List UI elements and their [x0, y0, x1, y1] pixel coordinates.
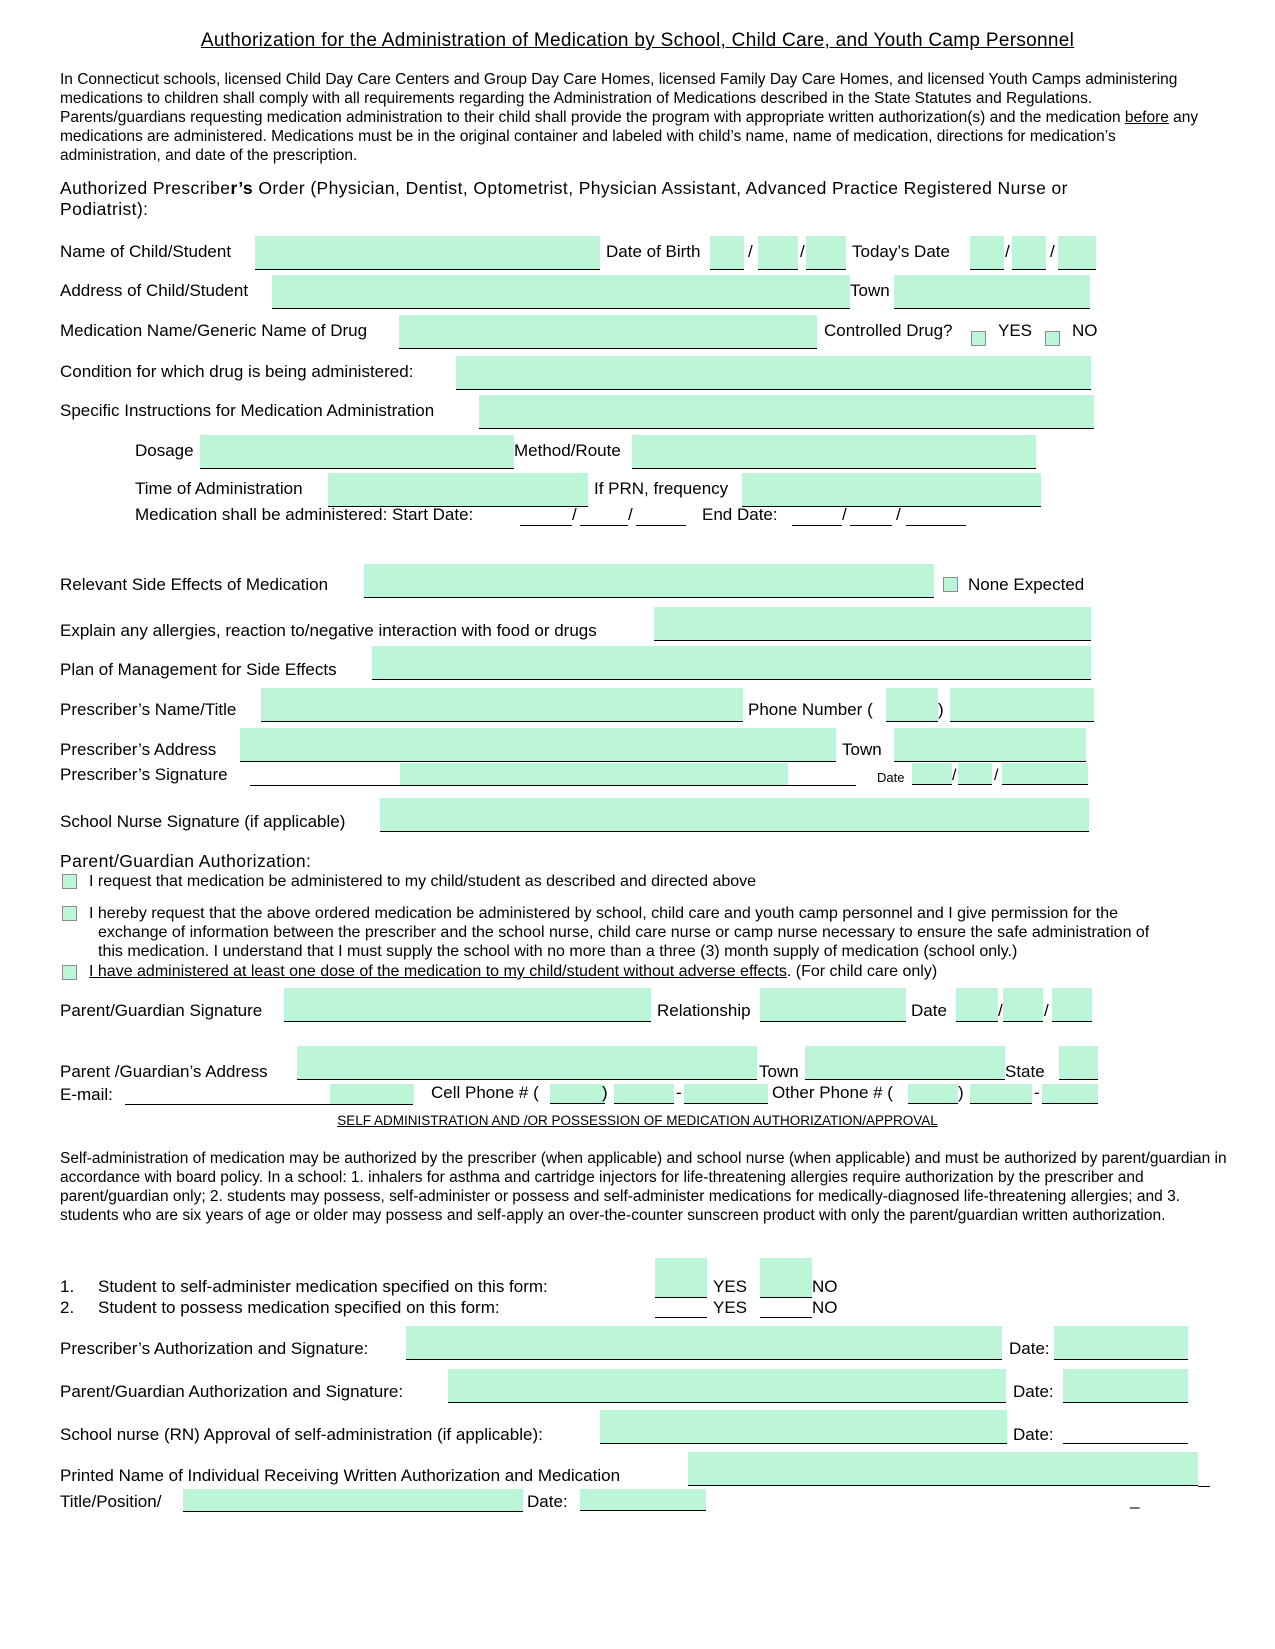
nurse-approval-field[interactable]	[600, 1410, 1007, 1444]
parent-item2-checkbox[interactable]	[62, 906, 77, 921]
title-position-field[interactable]	[183, 1489, 523, 1511]
prescriber-date-day-field[interactable]	[958, 763, 992, 785]
method-route-field[interactable]	[632, 435, 1036, 469]
relationship-field[interactable]	[760, 988, 906, 1022]
controlled-no-checkbox[interactable]	[1045, 331, 1060, 346]
end-year-line[interactable]	[906, 525, 966, 526]
other-phone-label: Other Phone # (	[772, 1083, 893, 1102]
parent-authorization-heading: Parent/Guardian Authorization:	[60, 851, 312, 871]
printed-name-label: Printed Name of Individual Receiving Written Authorization and Medication	[60, 1466, 621, 1485]
dosage-field[interactable]	[200, 435, 514, 469]
instructions-field[interactable]	[479, 395, 1094, 429]
dob-slash: /	[800, 242, 805, 261]
nurse-approval-label: School nurse (RN) Approval of self-administration (if applicable):	[60, 1425, 543, 1444]
start-slash: /	[572, 505, 577, 524]
other-line-field[interactable]	[1042, 1084, 1098, 1104]
controlled-yes-checkbox[interactable]	[971, 331, 986, 346]
town-field[interactable]	[894, 275, 1090, 309]
medication-name-field[interactable]	[399, 315, 817, 349]
printed-name-field[interactable]	[688, 1452, 1198, 1486]
parent-auth-label: Parent/Guardian Authorization and Signature:	[60, 1382, 404, 1401]
controlled-no-label: NO	[1072, 321, 1098, 340]
nurse-signature-field[interactable]	[380, 798, 1089, 832]
method-route-label: Method/Route	[514, 441, 621, 460]
today-label: Today’s Date	[852, 242, 950, 261]
title-date-field[interactable]	[580, 1489, 706, 1511]
prescriber-auth-date-field[interactable]	[1054, 1326, 1188, 1360]
parent-item3-text: I have administered at least one dose of the medication to my child/student without adverse effects. (For child care only)	[89, 963, 938, 980]
self-admin-q2-number: 2.	[60, 1298, 75, 1317]
cell-phone-label: Cell Phone # (	[431, 1083, 539, 1102]
intro-paragraph: In Connecticut schools, licensed Child Day Care Centers and Group Day Care Homes, licensed Family Day Care Homes, and licensed Youth Camps administering medications to children shall comply with all requirements regarding the Administration of Medications described in the State Statutes and Regulations. Parents/guardians requesting medication administration to their child shall provide the program with appropriate written authorization(s) and the medication before any medications are administered. Medications must be in the original container and labeled with child’s name, name of medication, directions for medication’s administration, and date of the prescription.	[60, 71, 1199, 164]
today-slash: /	[1005, 242, 1010, 261]
time-admin-field[interactable]	[328, 473, 588, 507]
parent-item3-checkbox[interactable]	[62, 965, 77, 980]
parent-item1-text: I request that medication be administered to my child/student as described and directed above	[89, 873, 757, 890]
none-expected-label: None Expected	[968, 575, 1085, 594]
self-admin-q2-no-line[interactable]	[760, 1317, 812, 1318]
parent-signature-label: Parent/Guardian Signature	[60, 1001, 263, 1020]
dob-label: Date of Birth	[606, 242, 701, 261]
prescriber-auth-field[interactable]	[406, 1326, 1002, 1360]
dob-month-field[interactable]	[710, 236, 744, 270]
phone-label: Phone Number (	[748, 700, 873, 719]
parent-item2-text: this medication. I understand that I must supply the school with no more than a three (3) month supply of medication (school only.)	[98, 943, 1018, 960]
today-day-field[interactable]	[1012, 236, 1046, 270]
end-slash: /	[842, 505, 847, 524]
parent-item1-checkbox[interactable]	[62, 874, 77, 889]
parent-date-month-field[interactable]	[956, 988, 998, 1022]
none-expected-checkbox[interactable]	[943, 577, 958, 592]
prn-frequency-field[interactable]	[742, 473, 1041, 507]
parent-item2-text: exchange of information between the prescriber and the school nurse, child care nurse or camp nurse necessary to ensure the safe administration of	[98, 924, 1150, 941]
self-admin-q1-yes-field[interactable]	[655, 1258, 707, 1298]
prescriber-signature-field[interactable]	[400, 763, 788, 785]
self-admin-paragraph: Self-administration of medication may be authorized by the prescriber (when applicable) and school nurse (when applicable) and must be authorized by parent/guardian in accordance with board policy. In a school: 1. inhalers for asthma and cartridge injectors for life-threatening allergies require authorization by the prescriber and parent/guardian only; 2. students may possess, self-administer or possess and self-administer medications for medically-diagnosed life-threatening allergies; and 3. students who are six years of age or older may possess and self-apply an over-the-counter sunscreen product with only the parent/guardian written authorization.	[60, 1150, 1227, 1224]
start-year-line[interactable]	[636, 525, 686, 526]
printed-name-line-end	[1198, 1486, 1210, 1487]
dob-year-field[interactable]	[806, 236, 846, 270]
prescriber-auth-date-label: Date:	[1009, 1339, 1050, 1358]
start-slash: /	[628, 505, 633, 524]
end-day-line[interactable]	[850, 525, 892, 526]
dosage-label: Dosage	[135, 441, 194, 460]
plan-field[interactable]	[372, 646, 1091, 680]
side-effects-label: Relevant Side Effects of Medication	[60, 575, 329, 594]
parent-state-label: State	[1005, 1062, 1045, 1081]
other-dash: -	[1034, 1083, 1040, 1102]
parent-state-field[interactable]	[1059, 1046, 1098, 1080]
prescriber-address-field[interactable]	[240, 728, 836, 762]
start-date-label: Medication shall be administered: Start Date:	[135, 505, 474, 524]
prescriber-name-label: Prescriber’s Name/Title	[60, 700, 237, 719]
relationship-label: Relationship	[657, 1001, 751, 1020]
email-line	[125, 1104, 413, 1105]
self-admin-q2-label: Student to possess medication specified on this form:	[98, 1298, 500, 1317]
parent-address-label: Parent /Guardian’s Address	[60, 1062, 268, 1081]
prescriber-auth-label: Prescriber’s Authorization and Signature:	[60, 1339, 369, 1358]
nurse-approval-date-line[interactable]	[1063, 1443, 1188, 1444]
parent-date-slash: /	[1044, 1001, 1049, 1020]
prescriber-address-label: Prescriber’s Address	[60, 740, 217, 759]
parent-item2-text: I hereby request that the above ordered medication be administered by school, child care and youth camp personnel and I give permission for the	[89, 905, 1119, 922]
side-effects-field[interactable]	[364, 564, 934, 598]
prn-frequency-label: If PRN, frequency	[594, 479, 729, 498]
cell-line-field[interactable]	[684, 1084, 768, 1104]
prescriber-date-label: Date	[877, 770, 905, 785]
parent-town-label: Town	[759, 1062, 799, 1081]
dob-slash: /	[748, 242, 753, 261]
self-admin-q2-yes-line[interactable]	[655, 1317, 707, 1318]
time-admin-label: Time of Administration	[135, 479, 303, 498]
phone-area-field[interactable]	[886, 688, 938, 722]
parent-auth-date-field[interactable]	[1063, 1369, 1188, 1403]
title-date-label: Date:	[527, 1492, 568, 1511]
parent-date-slash: /	[998, 1001, 1003, 1020]
address-field[interactable]	[272, 275, 850, 309]
prescriber-signature-label: Prescriber’s Signature	[60, 765, 228, 784]
prescriber-date-slash: /	[952, 767, 957, 784]
parent-auth-field[interactable]	[448, 1369, 1006, 1403]
self-admin-q2-no-label: NO	[812, 1298, 838, 1317]
title-position-line	[183, 1511, 523, 1512]
condition-field[interactable]	[456, 356, 1091, 390]
prescriber-signature-line	[250, 785, 856, 786]
condition-label: Condition for which drug is being administered:	[60, 362, 414, 381]
self-admin-q1-number: 1.	[60, 1277, 75, 1296]
phone-close-paren: )	[938, 700, 944, 719]
self-admin-q2-yes-label: YES	[713, 1298, 748, 1317]
other-area-field[interactable]	[908, 1084, 958, 1104]
end-month-line[interactable]	[792, 525, 842, 526]
prescriber-name-field[interactable]	[261, 688, 743, 722]
cell-close-paren: )	[602, 1083, 608, 1102]
prescriber-date-year-field[interactable]	[1002, 763, 1088, 785]
self-admin-q1-label: Student to self-administer medication specified on this form:	[98, 1277, 548, 1296]
allergies-label: Explain any allergies, reaction to/negative interaction with food or drugs	[60, 621, 597, 640]
today-year-field[interactable]	[1058, 236, 1096, 270]
prescriber-town-label: Town	[842, 740, 882, 759]
address-label: Address of Child/Student	[60, 281, 249, 300]
plan-label: Plan of Management for Side Effects	[60, 660, 337, 679]
controlled-drug-label: Controlled Drug?	[824, 321, 953, 340]
medication-name-label: Medication Name/Generic Name of Drug	[60, 321, 368, 340]
cell-prefix-field[interactable]	[614, 1084, 674, 1104]
controlled-yes-label: YES	[998, 321, 1033, 340]
parent-date-day-field[interactable]	[1003, 988, 1043, 1022]
self-admin-q1-yes-label: YES	[713, 1277, 748, 1296]
parent-address-field[interactable]	[297, 1046, 757, 1080]
parent-town-field[interactable]	[805, 1046, 1005, 1080]
form-title: Authorization for the Administration of Medication by School, Child Care, and Youth Camp Personnel	[200, 30, 1075, 51]
start-month-line[interactable]	[520, 525, 572, 526]
nurse-signature-label: School Nurse Signature (if applicable)	[60, 812, 346, 831]
end-slash: /	[896, 505, 901, 524]
prescriber-date-month-field[interactable]	[912, 763, 952, 785]
child-name-field[interactable]	[255, 236, 600, 270]
today-month-field[interactable]	[970, 236, 1004, 270]
phone-number-field[interactable]	[950, 688, 1094, 722]
self-admin-q1-no-field[interactable]	[760, 1258, 812, 1298]
title-position-label: Title/Position/	[60, 1492, 162, 1511]
parent-date-label: Date	[911, 1001, 947, 1020]
parent-date-year-field[interactable]	[1052, 988, 1092, 1022]
child-name-label: Name of Child/Student	[60, 242, 232, 261]
prescriber-date-slash: /	[994, 767, 999, 784]
cell-dash: -	[676, 1083, 682, 1102]
self-admin-heading: SELF ADMINISTRATION AND /OR POSSESSION OF MEDICATION AUTHORIZATION/APPROVAL	[337, 1113, 938, 1128]
parent-auth-date-label: Date:	[1013, 1382, 1054, 1401]
prescriber-order-heading: Authorized Prescriber’s Order (Physician, Dentist, Optometrist, Physician Assistant, Advanced Practice Registered Nurse or	[60, 178, 1068, 198]
parent-signature-field[interactable]	[284, 988, 651, 1022]
prescriber-town-field[interactable]	[894, 728, 1086, 762]
other-close-paren: )	[958, 1083, 964, 1102]
other-prefix-field[interactable]	[970, 1084, 1032, 1104]
email-label: E-mail:	[60, 1085, 113, 1104]
start-day-line[interactable]	[580, 525, 628, 526]
today-slash: /	[1050, 242, 1055, 261]
self-admin-q1-no-label: NO	[812, 1277, 838, 1296]
allergies-field[interactable]	[654, 607, 1091, 641]
cell-area-field[interactable]	[550, 1084, 605, 1104]
nurse-approval-date-label: Date:	[1013, 1425, 1054, 1444]
stray-underscore: _	[1130, 1490, 1140, 1509]
dob-day-field[interactable]	[758, 236, 798, 270]
end-date-label: End Date:	[702, 505, 778, 524]
town-label: Town	[850, 281, 890, 300]
email-field[interactable]	[330, 1084, 414, 1104]
prescriber-order-heading-cont: Podiatrist):	[60, 199, 149, 219]
instructions-label: Specific Instructions for Medication Administration	[60, 401, 435, 420]
